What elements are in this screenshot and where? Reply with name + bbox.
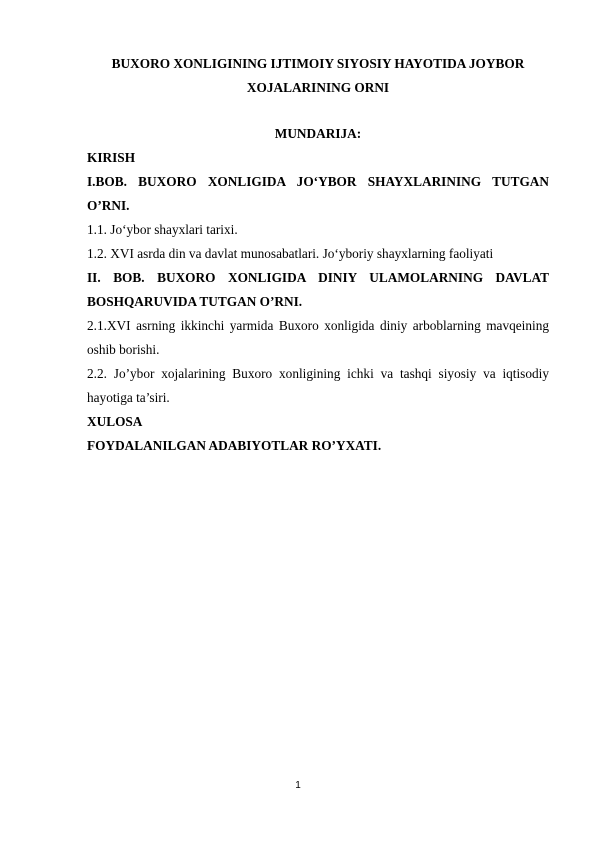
table-of-contents [87, 146, 549, 458]
document-title [87, 52, 549, 100]
toc-item-section-1-2: 1.2. XVI asrda din va davlat munosabatlari. Jo‘yboriy shayxlarning faoliyati [87, 246, 494, 261]
toc-item-section-2-1: 2.1.XVI asrning ikkinchi yarmida Buxoro xonligida diniy arboblarning mavqeining oshib borishi. [87, 318, 549, 357]
page-number: 1 [295, 780, 301, 791]
title-line-2: XOJALARINING ORNI [246, 80, 390, 95]
toc-heading: MUNDARIJA: [274, 126, 362, 141]
toc-item-conclusion: XULOSA [87, 414, 143, 429]
toc-item-section-2-2: 2.2. Jo’ybor xojalarining Buxoro xonligining ichki va tashqi siyosiy va iqtisodiy hayotiga ta’siri. [87, 366, 549, 405]
toc-item-section-1-1: 1.1. Jo‘ybor shayxlari tarixi. [87, 222, 238, 237]
toc-item-bibliography: FOYDALANILGAN ADABIYOTLAR RO’YXATI. [87, 438, 382, 453]
toc-item-introduction: KIRISH [87, 150, 136, 165]
toc-item-chapter-2: II. BOB. BUXORO XONLIGIDA DINIY ULAMOLARNING DAVLAT BOSHQARUVIDA TUTGAN O’RNI. [87, 270, 549, 309]
toc-item-chapter-1: I.BOB. BUXORO XONLIGIDA JO‘YBOR SHAYXLARINING TUTGAN O’RNI. [87, 174, 549, 213]
title-line-1: BUXORO XONLIGINING IJTIMOIY SIYOSIY HAYOTIDA JOYBOR [111, 56, 525, 71]
